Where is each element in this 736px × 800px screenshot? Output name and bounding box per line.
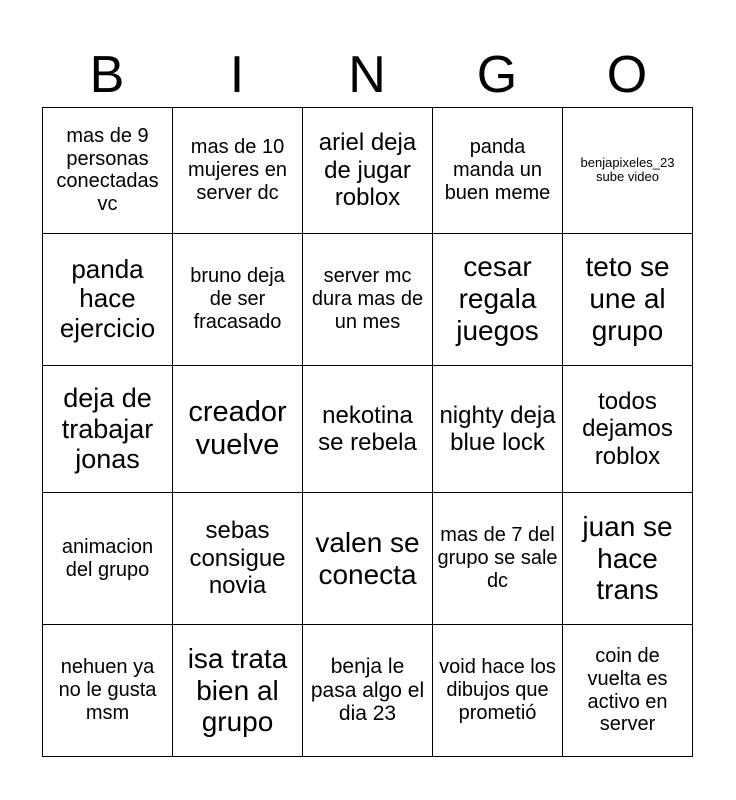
bingo-cell[interactable]: mas de 9 personas conectadas vc	[43, 108, 173, 234]
header-letter-o: O	[606, 46, 648, 104]
header-letter-b: B	[89, 46, 125, 104]
bingo-cell[interactable]: mas de 10 mujeres en server dc	[173, 108, 303, 234]
header-letter-n: N	[348, 46, 386, 104]
bingo-header	[42, 44, 692, 106]
bingo-cell[interactable]: benjapixeles_23 sube video	[563, 108, 693, 234]
bingo-cell[interactable]: nighty deja blue lock	[433, 365, 563, 492]
bingo-cell[interactable]: panda hace ejercicio	[43, 233, 173, 365]
bingo-cell[interactable]: void hace los dibujos que prometió	[433, 625, 563, 757]
header-letter-g: G	[476, 46, 518, 104]
header-letter-i: I	[229, 46, 245, 104]
bingo-cell[interactable]: juan se hace trans	[563, 493, 693, 625]
bingo-cell[interactable]: teto se une al grupo	[563, 233, 693, 365]
bingo-row	[43, 493, 693, 625]
bingo-cell[interactable]: isa trata bien al grupo	[173, 625, 303, 757]
bingo-cell[interactable]: mas de 7 del grupo se sale dc	[433, 493, 563, 625]
bingo-cell[interactable]: valen se conecta	[303, 493, 433, 625]
bingo-row	[43, 233, 693, 365]
bingo-cell[interactable]: cesar regala juegos	[433, 233, 563, 365]
bingo-cell[interactable]: sebas consigue novia	[173, 493, 303, 625]
bingo-cell[interactable]: server mc dura mas de un mes	[303, 233, 433, 365]
bingo-cell[interactable]: ariel deja de jugar roblox	[303, 108, 433, 234]
bingo-cell[interactable]: coin de vuelta es activo en server	[563, 625, 693, 757]
bingo-cell[interactable]: panda manda un buen meme	[433, 108, 563, 234]
bingo-cell[interactable]: deja de trabajar jonas	[43, 365, 173, 492]
bingo-cell[interactable]: creador vuelve	[173, 365, 303, 492]
bingo-cell[interactable]: bruno deja de ser fracasado	[173, 233, 303, 365]
bingo-row	[43, 625, 693, 757]
bingo-cell[interactable]: nekotina se rebela	[303, 365, 433, 492]
bingo-row	[43, 108, 693, 234]
bingo-cell[interactable]: todos dejamos roblox	[563, 365, 693, 492]
bingo-row	[43, 365, 693, 492]
bingo-cell[interactable]: nehuen ya no le gusta msm	[43, 625, 173, 757]
bingo-cell[interactable]: animacion del grupo	[43, 493, 173, 625]
bingo-grid	[42, 107, 693, 757]
bingo-cell[interactable]: benja le pasa algo el dia 23	[303, 625, 433, 757]
